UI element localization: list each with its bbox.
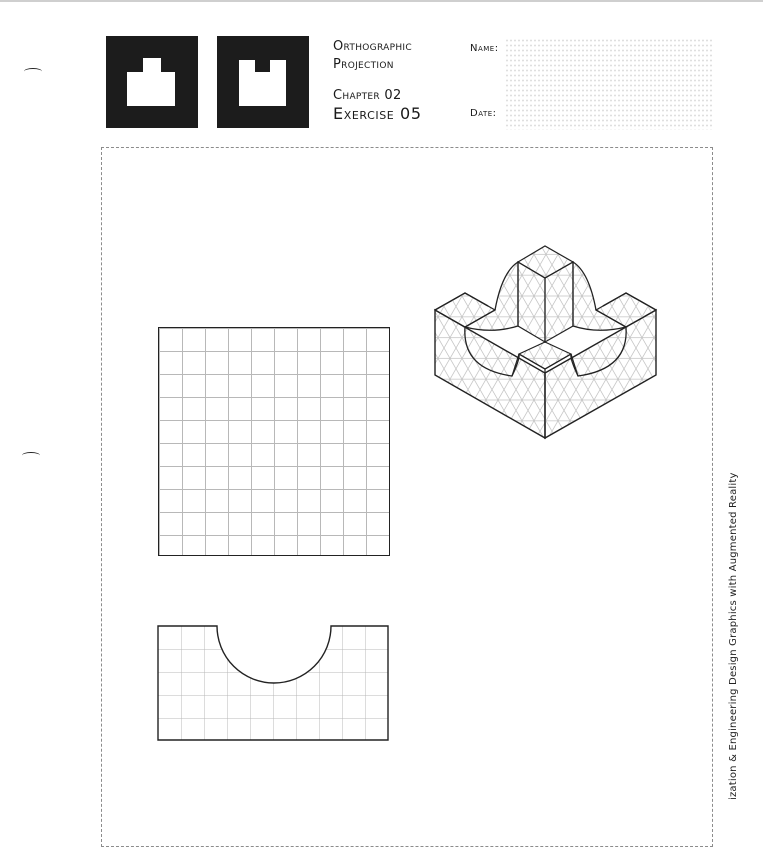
name-label: Name: — [470, 43, 499, 54]
ar-marker-left-icon — [106, 36, 198, 128]
chapter-label: Chapter 02 — [333, 88, 402, 103]
page-top-edge — [0, 0, 763, 2]
isometric-view-drawing — [432, 244, 662, 444]
front-view-drawing — [157, 625, 389, 741]
scan-artifact — [24, 68, 42, 75]
date-label: Date: — [470, 108, 497, 119]
ar-marker-right-icon — [217, 36, 309, 128]
name-date-field — [505, 38, 713, 130]
title-line-2: Projection — [333, 57, 394, 72]
title-line-1: Orthographic — [333, 39, 412, 54]
top-view-grid — [158, 327, 390, 556]
exercise-label: Exercise 05 — [333, 104, 422, 123]
scan-artifact — [22, 452, 40, 459]
book-title-caption: ization & Engineering Design Graphics with Augmented Reality — [728, 472, 739, 800]
